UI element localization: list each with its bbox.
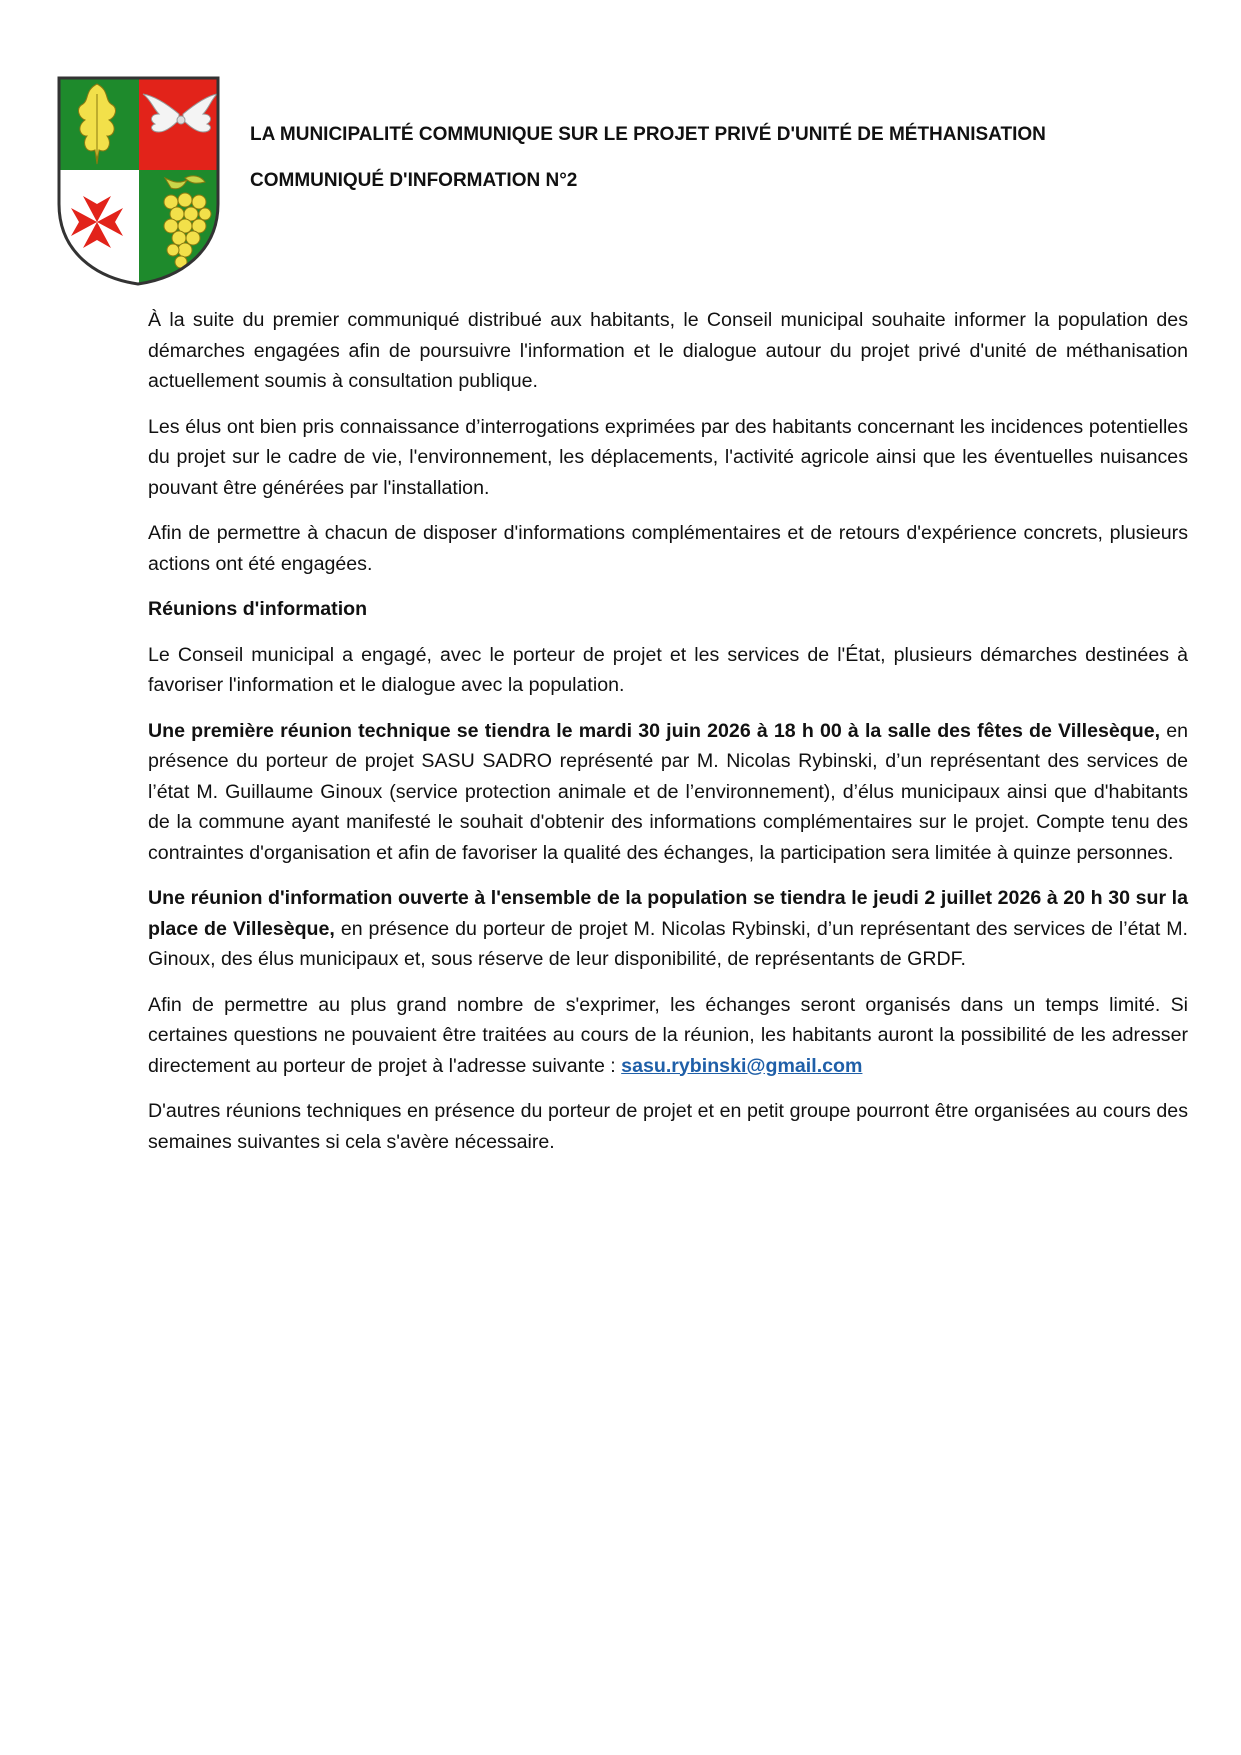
public-meeting-details: en présence du porteur de projet M. Nicolas Rybinski, d’un représentant des services de l’état M. Ginoux, des élus municipaux et, sous réserve de leur disponibilité, de représentants de GRDF.	[148, 917, 1188, 970]
section-heading: Réunions d'information	[148, 598, 368, 620]
paragraph-approach: Le Conseil municipal a engagé, avec le porteur de projet et les services de l'État, plusieurs démarches destinées à favoriser l'information et le dialogue avec la population.	[148, 643, 1188, 696]
paragraph-questions	[148, 990, 1188, 1082]
public-meeting-highlight: Une réunion d'information ouverte à l'ensemble de la population se tiendra le jeudi 2 juillet 2026 à 20 h 30 sur la place de Villesèque,	[148, 887, 1188, 940]
technical-meeting-highlight: Une première réunion technique se tiendra le mardi 30 juin 2026 à 18 h 00 à la salle des fêtes de Villesèque,	[148, 719, 1161, 742]
paragraph-concerns: Les élus ont bien pris connaissance d’interrogations exprimées par des habitants concernant les incidences potentielles du projet sur le cadre de vie, l'environnement, les déplacements, l'activité agricole ainsi que les éventuelles nuisances pouvant être générées par l'installation.	[148, 415, 1188, 499]
paragraph-future-meetings: D'autres réunions techniques en présence du porteur de projet et en petit groupe pourront être organisées au cours des semaines suivantes si cela s'avère nécessaire.	[148, 1100, 1188, 1153]
questions-text: Afin de permettre au plus grand nombre de s'exprimer, les échanges seront organisés dans un temps limité. Si certaines questions ne pouvaient être traitées au cours de la réunion, les habitants auront la possibilité de les adresser directement au porteur de projet à l'adresse suivante :	[148, 993, 1188, 1077]
paragraph-intro: À la suite du premier communiqué distribué aux habitants, le Conseil municipal souhaite informer la population des démarches engagées afin de poursuivre l'information et le dialogue autour du projet privé d'unité de méthanisation actuellement soumis à consultation publique.	[148, 309, 1188, 392]
document-body	[148, 305, 1188, 1172]
municipal-crest-logo	[55, 74, 222, 286]
paragraph-technical-meeting	[148, 716, 1188, 869]
paragraph-public-meeting	[148, 883, 1188, 975]
paragraph-actions: Afin de permettre à chacun de disposer d'informations complémentaires et de retours d'expérience concrets, plusieurs actions ont été engagées.	[148, 522, 1188, 575]
contact-email-link[interactable]: sasu.rybinski@gmail.com	[621, 1054, 863, 1077]
page-subtitle: COMMUNIQUÉ D'INFORMATION N°2	[250, 170, 578, 191]
technical-meeting-details: en présence du porteur de projet SASU SADRO représenté par M. Nicolas Rybinski, d’un représentant des services de l’état M. Guillaume Ginoux (service protection animale et de l’environnement), d’élus municipaux ainsi que d'habitants de la commune ayant manifesté le souhait d'obtenir des informations complémentaires sur le projet. Compte tenu des contraintes d'organisation et afin de favoriser la qualité des échanges, la participation sera limitée à quinze personnes.	[148, 719, 1188, 864]
page-title: LA MUNICIPALITÉ COMMUNIQUE SUR LE PROJET PRIVÉ D'UNITÉ DE MÉTHANISATION	[250, 124, 1046, 145]
